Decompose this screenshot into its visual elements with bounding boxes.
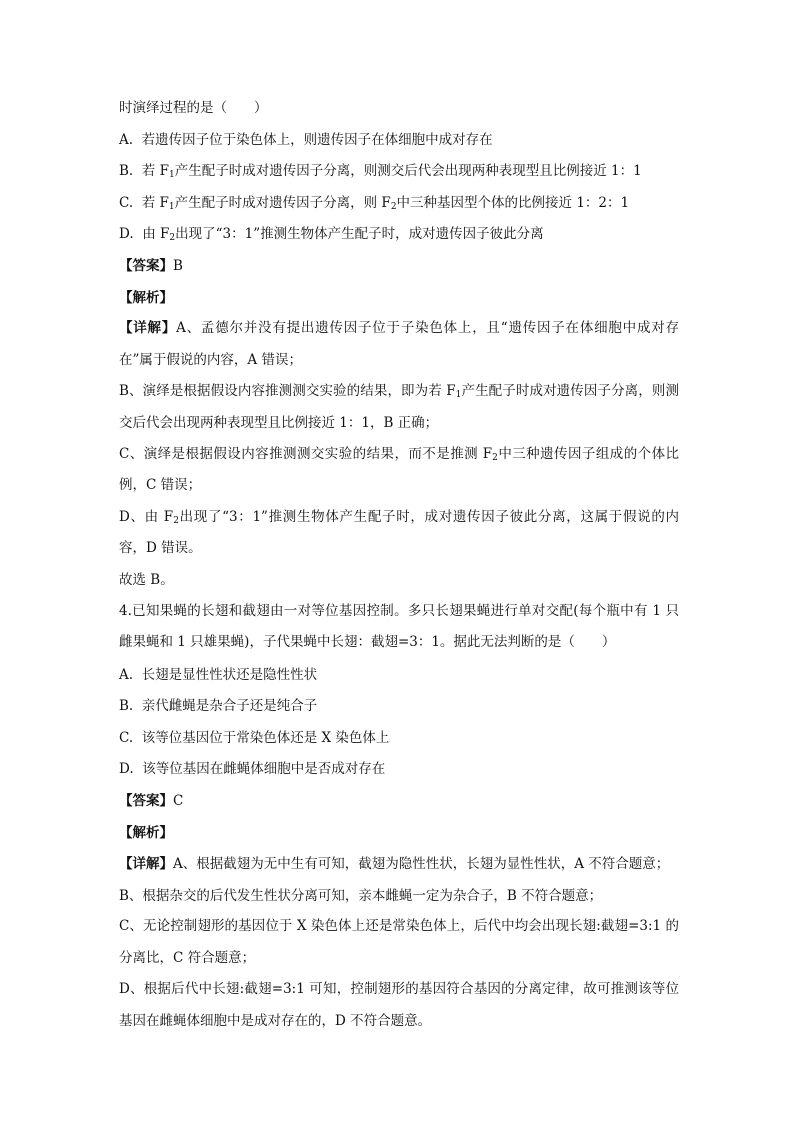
q3-stem-tail: 时演绎过程的是（ ） (119, 100, 268, 116)
q4-analysis-label: 【解析】 (119, 824, 173, 841)
q4-option-b: B. 亲代雌蝇是杂合子还是纯合子 (119, 698, 318, 715)
document-page (119, 100, 679, 1045)
q3-option-b: B. 若 $F_1$产生配子时成对遗传因子分离，则测交后代会出现两种表现型且比例接近 1：1 (119, 163, 642, 181)
q4-detail-a: 【详解】A、根据截翅为无中生有可知，截翅为隐性性状，长翅为显性性状，A 不符合题意； (119, 856, 670, 873)
q4-detail-d: D、根据后代中长翅:截翅=3:1 可知，控制翅形的基因符合基因的分离定律，故可推测该等位基因在雌蝇体细胞中是成对存在的，D 不符合题意。 (119, 981, 679, 1029)
q3-detail-b: B、演绎是根据假设内容推测测交实验的结果，即为若 $F_1$产生配子时成对遗传因子分离，则测交后代会出现两种表现型且比例接近 1：1，B 正确； (119, 382, 679, 431)
q4-answer: 【答案】C (119, 793, 184, 810)
q3-option-a: A. 若遗传因子位于染色体上，则遗传因子在体细胞中成对存在 (119, 131, 493, 148)
q4-option-c: C. 该等位基因位于常染色体还是 X 染色体上 (119, 729, 390, 746)
q3-detail-c: C、演绎是根据假设内容推测测交实验的结果，而不是推测 $F_2$中三种遗传因子组成的个体比例，C 错误； (119, 445, 680, 494)
q4-stem: 4.已知果蝇的长翅和截翅由一对等位基因控制。多只长翅果蝇进行单对交配(每个瓶中有 1 只雌果蝇和 1 只雄果蝇)，子代果蝇中长翅：截翅=3：1。据此无法判断的是（ ） (119, 602, 679, 651)
q3-option-d: D. 由 $F_2$出现了“3：1”推测生物体产生配子时，成对遗传因子彼此分离 (119, 226, 544, 244)
q3-detail-d: D、由 $F_2$出现了“3：1”推测生物体产生配子时，成对遗传因子彼此分离，这属于假说的内容，D 错误。 (119, 508, 680, 557)
q3-conclusion: 故选 B。 (119, 572, 174, 589)
q4-detail-c: C、无论控制翅形的基因位于 X 染色体上还是常染色体上，后代中均会出现长翅:截翅=3:1 的分离比，C 符合题意； (119, 918, 679, 966)
q3-detail-a: 【详解】A、孟德尔并没有提出遗传因子位于子染色体上，且“遗传因子在体细胞中成对存在”属于假说的内容，A 错误； (119, 320, 680, 368)
q4-detail-b: B、根据杂交的后代发生性状分离可知，亲本雌蝇一定为杂合子，B 不符合题意； (119, 887, 603, 904)
q3-answer: 【答案】B (119, 257, 183, 274)
q3-option-c: C. 若 $F_1$产生配子时成对遗传因子分离，则 $F_2$中三种基因型个体的比例接近 1：2：1 (119, 194, 630, 212)
q4-option-a: A. 长翅是显性性状还是隐性性状 (119, 666, 318, 683)
q3-analysis-label: 【解析】 (119, 289, 173, 306)
q4-option-d: D. 该等位基因在雌蝇体细胞中是否成对存在 (119, 761, 386, 778)
